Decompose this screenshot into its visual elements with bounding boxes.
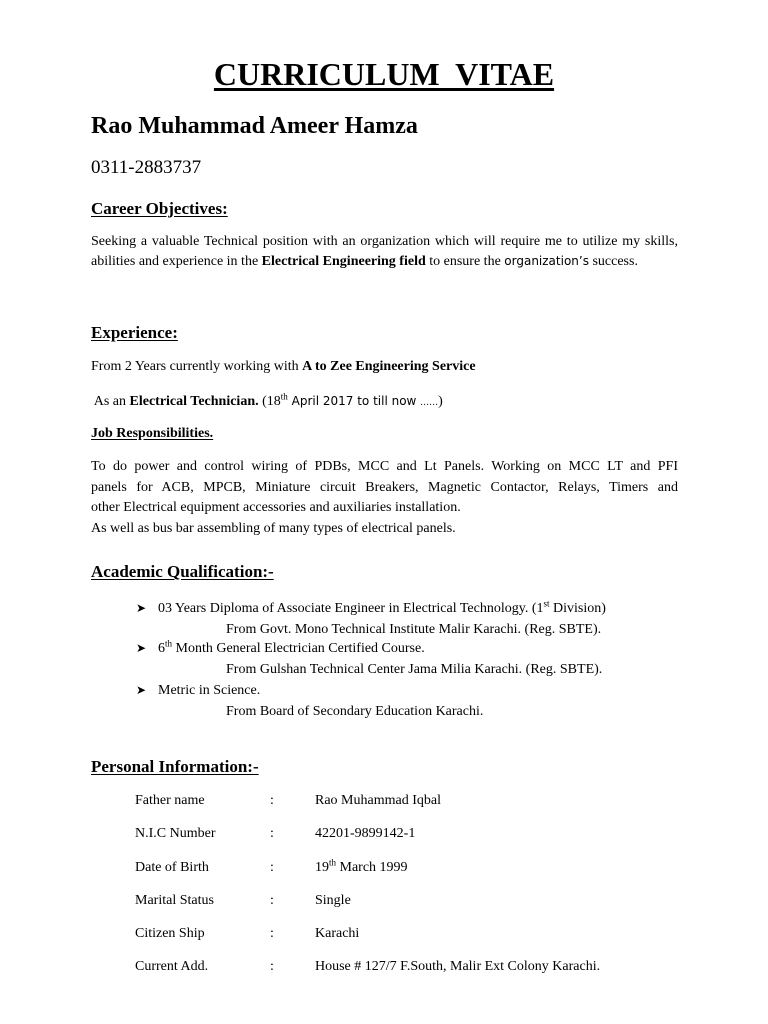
experience-line-role: As an Electrical Technician. (18th April 2017 to till now ……) — [91, 391, 443, 409]
document-title: CURRICULUM VITAE — [213, 56, 555, 92]
date-of-birth-value: 19th March 1999 — [315, 857, 408, 875]
responsibility-line: To do power and control wiring of PDBs, MCC and Lt Panels. Working on MCC LT and PFI — [91, 459, 678, 474]
job-responsibilities-text — [91, 457, 678, 539]
education-item: ➤ 03 Years Diploma of Associate Engineer in Electrical Technology. (1st Division) — [136, 598, 606, 616]
marital-status-label: Marital Status — [135, 893, 214, 908]
responsibility-line: panels for ACB, MPCB, Miniature circuit Breakers, Magnetic Contactor, Relays, Timers and — [91, 479, 678, 495]
father-name-label: Father name — [135, 793, 205, 808]
responsibility-line: As well as bus bar assembling of many types of electrical panels. — [91, 520, 456, 536]
job-responsibilities-heading: Job Responsibilities. — [91, 426, 214, 441]
education-institute: From Govt. Mono Technical Institute Malir Karachi. (Reg. SBTE). — [226, 622, 602, 637]
date-of-birth-label: Date of Birth — [135, 860, 209, 875]
field-colon: : — [270, 959, 274, 974]
candidate-name: Rao Muhammad Ameer Hamza — [91, 113, 418, 139]
field-colon: : — [270, 793, 274, 808]
experience-heading: Experience: — [91, 323, 178, 342]
field-colon: : — [270, 893, 274, 908]
academic-qualification-heading: Academic Qualification:- — [91, 562, 274, 581]
arrow-bullet-icon: ➤ — [136, 601, 147, 615]
career-objectives-heading: Career Objectives: — [91, 199, 228, 218]
education-item: ➤ 6th Month General Electrician Certified Course. — [136, 638, 425, 656]
current-address-value: House # 127/7 F.South, Malir Ext Colony Karachi. — [315, 959, 601, 974]
field-colon: : — [270, 926, 274, 941]
education-institute: From Board of Secondary Education Karachi. — [226, 704, 484, 719]
father-name-value: Rao Muhammad Iqbal — [315, 793, 441, 808]
experience-line-company: From 2 Years currently working with A to Zee Engineering Service — [91, 359, 476, 374]
citizenship-label: Citizen Ship — [135, 926, 205, 941]
field-colon: : — [270, 860, 274, 875]
career-objectives-text: Seeking a valuable Technical position with an organization which will require me to utilize my skills, abilities and experience in the Electrical Engineering field to ensure the organization’s success. — [91, 234, 678, 269]
personal-information-heading: Personal Information:- — [91, 757, 259, 776]
nic-number-label: N.I.C Number — [135, 826, 216, 841]
field-colon: : — [270, 826, 274, 841]
arrow-bullet-icon: ➤ — [136, 683, 147, 697]
citizenship-value: Karachi — [315, 926, 360, 941]
nic-number-value: 42201-9899142-1 — [315, 826, 416, 841]
education-item: ➤ Metric in Science. — [136, 680, 260, 701]
education-institute: From Gulshan Technical Center Jama Milia Karachi. (Reg. SBTE). — [226, 662, 603, 677]
phone-number: 0311-2883737 — [91, 157, 202, 178]
current-address-label: Current Add. — [135, 959, 209, 974]
arrow-bullet-icon: ➤ — [136, 641, 147, 655]
marital-status-value: Single — [315, 893, 351, 908]
responsibility-line: other Electrical equipment accessories and auxiliaries installation. — [91, 500, 461, 515]
